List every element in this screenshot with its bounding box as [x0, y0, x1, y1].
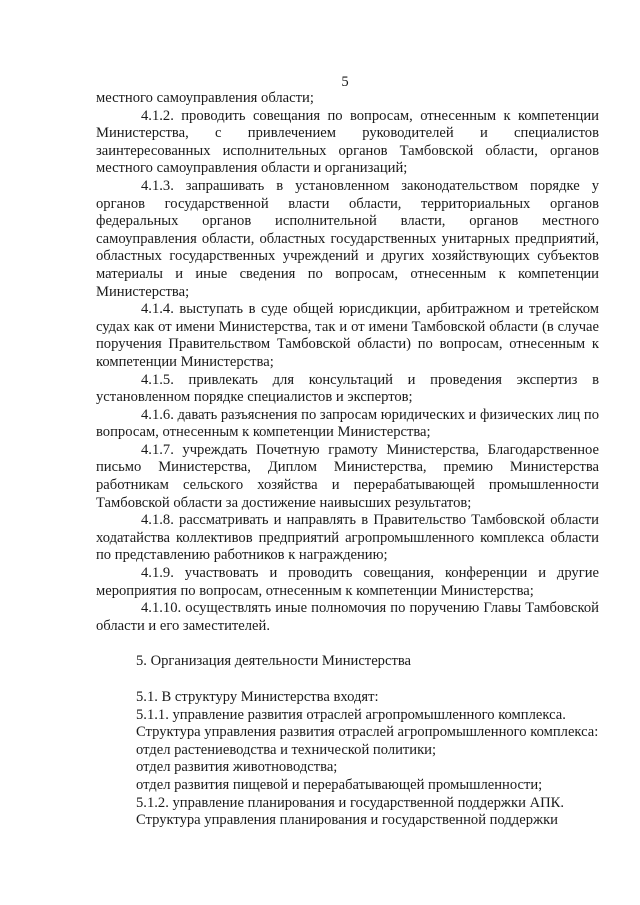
list-item: отдел развития животноводства; — [136, 759, 338, 776]
paragraph: 4.1.9. участвовать и проводить совещания, конференции и другие мероприятия по вопросам, отнесенным к компетенции Министерства; — [96, 565, 599, 599]
page-number: 5 — [341, 74, 349, 90]
list-item: отдел растениеводства и технической политики; — [136, 741, 437, 758]
paragraph: 5.1.1. управление развития отраслей агропромышленного комплекса. — [136, 706, 566, 723]
section-heading: 5. Организация деятельности Министерства — [136, 653, 411, 670]
paragraph: местного самоуправления области; — [96, 90, 314, 106]
paragraph: 4.1.3. запрашивать в установленном законодательством порядке у органов государственной власти области, территориальных органов федеральных органов исполнительной власти, органов местного самоуправления области, областных государственных унитарных предприятий, областных государственных учреждений и других хозяйствующих субъектов материалы и иные сведения по вопросам, отнесенным к компетенции Министерства; — [96, 177, 599, 300]
document-body — [96, 90, 599, 830]
paragraph: 4.1.5. привлекать для консультаций и проведения экспертиз в установленном порядке специалистов и экспертов; — [96, 371, 599, 406]
paragraph: 5.1.2. управление планирования и государственной поддержки АПК. — [136, 794, 565, 811]
paragraph: 4.1.4. выступать в суде общей юрисдикции, арбитражном и третейском судах как от имени Министерства, так и от имени Тамбовской области (в случае поручения Правительством Тамбовской области) по вопросам, отнесенным к компетенции Министерства; — [96, 301, 599, 370]
list-item: отдел развития пищевой и перерабатывающей промышленности; — [136, 776, 543, 793]
paragraph: 4.1.7. учреждать Почетную грамоту Министерства, Благодарственное письмо Министерства, Диплом Министерства, премию Министерства работникам сельского хозяйства и перерабатывающей промышленности Тамбовской области за достижение наивысших результатов; — [96, 441, 599, 511]
paragraph: 4.1.6. давать разъяснения по запросам юридических и физических лиц по вопросам, отнесенным к компетенции Министерства; — [96, 406, 599, 441]
paragraph: Структура управления планирования и государственной поддержки — [136, 812, 558, 829]
paragraph: 4.1.8. рассматривать и направлять в Правительство Тамбовской области ходатайства коллективов предприятий агропромышленного комплекса области по представлению работников к награждению; — [96, 512, 599, 564]
paragraph: Структура управления развития отраслей агропромышленного комплекса: — [136, 724, 599, 741]
paragraph: 4.1.2. проводить совещания по вопросам, отнесенным к компетенции Министерства, с привлечением руководителей и специалистов заинтересованных исполнительных органов Тамбовской области, органов местного самоуправления области и организаций; — [96, 107, 599, 177]
paragraph: 5.1. В структуру Министерства входят: — [136, 689, 379, 705]
paragraph: 4.1.10. осуществлять иные полномочия по поручению Главы Тамбовской области и его заместителей. — [96, 600, 599, 634]
